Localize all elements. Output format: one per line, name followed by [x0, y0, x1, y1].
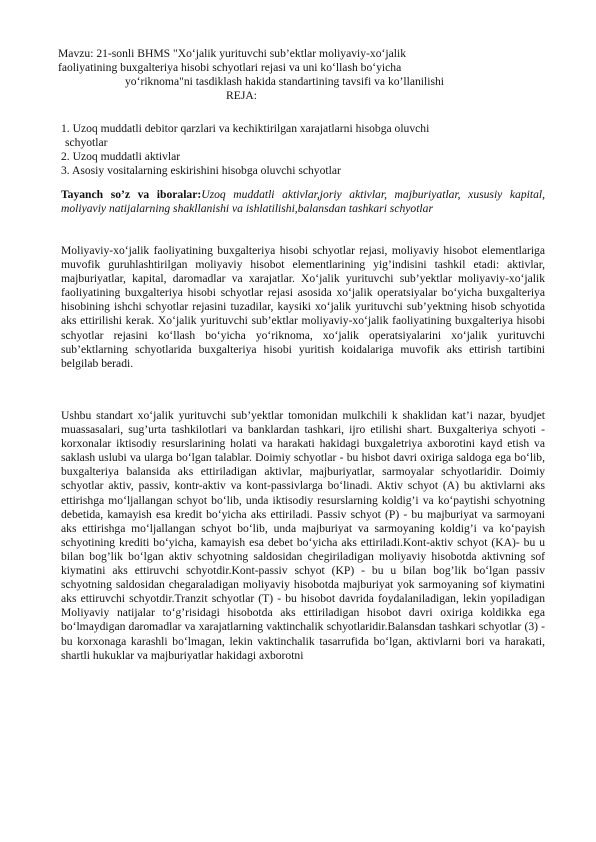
plan-heading: REJA:: [226, 89, 257, 103]
paragraph-2: Ushbu standart xo‘jalik yurituvchi sub’yektlar tomonidan mulkchili k shaklidan kat’i nazar, byudjet muassasalari, sug’urta tashkilotlari va banklardan tashkari, ijro etilishi shart. Buxgalteriya schyoti - korxonalar iktisodiy resurslarining holati va harakati hakidagi buxgaletriya axborotini kayd etish va saklash uslubi va ularga bo‘lgan talablar. Doimiy schyotlar - bu hisbot davri oxiriga saldoga ega bo‘lib, buxgalteriya balansida aks ettiriladigan aktivlar, majburiyatlar, sarmoyalar schyotlaridir. Doimiy schyotlar aktiv, passiv, kontr-aktiv va kont-passivlarga bo‘linadi. Aktiv schyot (A) bu aktivlarni aks ettirishga mo‘ljallangan schyot bo‘lib, unda iktisodiy resurslarning koldig’i va ko‘paytishi schyotning debetida, kamayish esa kredit bo‘yicha aks ettiriladi. Passiv schyot (P) - bu majburiyat va sarmoyani aks ettirishga mo‘ljallangan schyot bo‘lib, unda majburiyat va sarmoyaning koldig’i va ko‘payish schyotining krediti bo‘yicha, kamayish esa debet bo‘yicha aks ettiriladi.Kont-aktiv schyot (KA)- bu u bilan bog’lik bo‘lgan aktiv schyotning saldosidan chegiriladigan moliyaviy hisobotda aktivning sof kiymatini aks ettiruvchi schyotdir.Kont-passiv schyot (KP) - bu u bilan bog’lik bo‘lgan passiv schyotning saldosidan chegaraladigan moliyaviy hisobotda majburiyat yok sarmoyaning sof kiymatini aks ettiruvchi schyotdir.Tranzit schyotlar (T) - bu hisobot davrida foydalaniladigan, lekin yopiladigan Moliyaviy natijalar to‘g’risidagi hisobotda aks ettiriladigan hisobot davri oxiriga koldikka ega bo‘lmaydigan daromadlar va xarajatlarning vaktinchalik schyotlaridir.Balansdan tashkari schyotlar (3) - bu korxonaga karashli bo‘lmagan, lekin vaktinchalik tasarrufida bo‘lgan, aktivlarni bori va harakati, shartli hukuklar va majburiyatlar hakidagi axborotni: [61, 409, 545, 662]
keywords-label: Tayanch so’z va iboralar:: [61, 188, 202, 201]
title-line-1: Mavzu: 21-sonli BHMS "Xo‘jalik yurituvchi sub’ektlar moliyaviy-xo‘jalik: [58, 47, 406, 60]
plan-item-3: 3. Asosiy vositalarning eskirishini hisobga oluvchi schyotlar: [61, 164, 341, 178]
plan-list: [61, 122, 541, 178]
title-line-2: faoliyatining buxgalteriya hisobi schyotlari rejasi va uni ko‘llash bo‘yicha: [58, 61, 402, 75]
plan-item-2: 2. Uzoq muddatli aktivlar: [61, 150, 181, 164]
keywords-block: [61, 188, 545, 216]
document-title: [58, 47, 538, 103]
plan-item-1: 1. Uzoq muddatli debitor qarzlari va kechiktirilgan xarajatlarni hisobga oluvchi: [61, 122, 430, 135]
plan-item-1-continuation: schyotlar: [65, 136, 108, 150]
paragraph-1: Moliyaviy-xo‘jalik faoliyatining buxgalteriya hisobi schyotlar rejasi, moliyaviy hisobot elementlariga muvofik guruhlashtirilgan moliyaviy hisobot elementlarining yig’indisini tashkil etadi: aktivlar, majburiyatlar, kapital, daromadlar va xarajatlar. Xo‘jalik yurituvchi sub’yektlar moliyaviy-xo‘jalik faoliyatining buxgalteriya hisobi schyotlar rejasi asosida xo‘jalik operatsiyalar bo‘yicha buxgalteriya hisobining ishchi schyotlar rejasini tuzadilar, kaysiki xo‘jalik yurituvchi sub’yektning hisob schyotida aks ettirilishi kerak. Xo‘jalik yurituvchi sub’ektlar moliyaviy-xo‘jalik faoliyatining buxgalteriya hisobi schyotlar rejasini ko‘llash bo‘yicha yo‘riknoma, xo‘jalik operatsiyalarini xo‘jalik yurituvchi sub’ektlarning schyotlarida buxgalteriya hisobi yuritish koidalariga muvofik aks ettirish tartibini belgilab beradi.: [61, 244, 545, 370]
keywords-text: Uzoq muddatli aktivlar,joriy aktivlar, majburiyatlar, xususiy kapital, moliyaviy natijalarning shakllanishi va ishlatilishi,balansdan tashkari schyotlar: [61, 188, 545, 216]
title-line-3: yo‘riknoma"ni tasdiklash hakida standartining tavsifi va ko’llanilishi: [125, 75, 444, 89]
